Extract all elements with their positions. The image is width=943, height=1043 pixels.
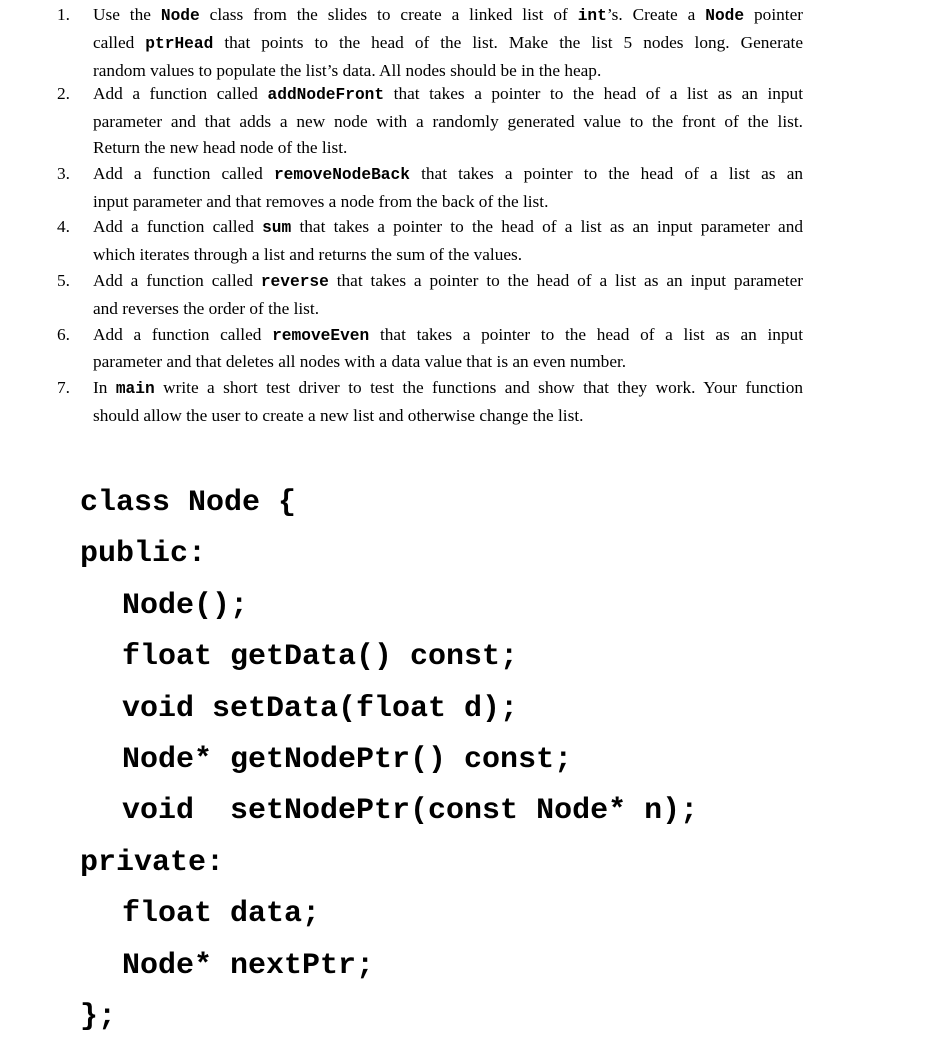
instruction-text: parameter and that adds a new node with a randomly generated value to the front of the list. [93,112,803,132]
instruction-text: that takes a pointer to the head of a list as an input parameter [328,270,804,290]
instruction-line [93,2,803,30]
instruction-number: 6. [57,324,70,344]
instruction-line [93,109,803,135]
instruction-item-5 [0,268,803,322]
instruction-text: input parameter and that removes a node from the back of the list. [93,191,549,211]
instruction-number: 5. [57,270,70,290]
code-keyword: int [577,7,607,25]
instruction-line [93,81,803,109]
instruction-number: 4. [57,217,70,237]
instruction-line [93,268,803,296]
code-keyword: removeEven [272,326,370,345]
instruction-text: that takes a pointer to the head of a list as an input [369,324,804,344]
code-line-public: public: [80,537,207,572]
instruction-text: that takes a pointer to the head of a list as an input [384,84,803,104]
code-keyword: removeNodeBack [273,165,410,184]
instruction-item-2 [0,81,803,160]
instruction-text: Add a function called [93,163,274,183]
code-line-class-close: }; [80,1000,117,1035]
instruction-text: Add a function called [93,84,268,104]
instruction-text: write a short test driver to test the functions and show that they work. Your function [154,378,804,398]
instruction-line [93,296,803,322]
instruction-number: 2. [57,84,70,104]
instruction-text: Use the [93,5,161,24]
code-keyword: Node [160,7,200,25]
code-line-getdata: float getData() const; [122,640,519,675]
instruction-text: should allow the user to create a new list and otherwise change the list. [93,405,584,425]
instruction-text: ’s. Create a [606,5,706,24]
code-line-constructor: Node(); [122,588,249,623]
code-keyword: ptrHead [145,34,214,53]
instruction-text: and reverses the order of the list. [93,298,320,318]
code-keyword: sum [262,219,292,238]
code-keyword: addNodeFront [267,86,385,105]
code-keyword: main [115,380,155,399]
instruction-text: that takes a pointer to the head of a list as an input parameter and [291,217,803,237]
instruction-text: class from the slides to create a linked list of [199,5,578,24]
code-line-setnodeptr: void setNodePtr(const Node* n); [122,794,699,829]
instruction-text: which iterates through a list and returns the sum of the values. [93,245,523,265]
code-line-private: private: [80,845,225,880]
instruction-number: 1. [57,5,70,24]
code-line-setdata: void setData(float d); [122,691,519,726]
instruction-line [93,375,803,403]
instruction-text: Add a function called [93,217,263,237]
instruction-line [93,349,803,375]
instruction-line [93,403,803,429]
instruction-text: Return the new head node of the list. [93,137,348,157]
instruction-number: 7. [57,378,70,398]
instruction-item-4 [0,214,803,268]
code-keyword: Node [705,7,745,25]
instruction-text: pointer [744,5,803,24]
code-listing [80,478,698,1043]
instruction-line [93,30,803,58]
code-line-class-decl: class Node { [80,486,297,520]
instruction-text: parameter and that deletes all nodes with a data value that is an even number. [93,352,627,372]
instruction-line [93,242,803,268]
instruction-number: 3. [57,163,70,183]
instruction-text: called [93,32,146,52]
instruction-line [93,189,803,215]
instruction-text: that points to the head of the list. Make the list 5 nodes long. Generate [213,32,803,52]
code-line-nextptr-member: Node* nextPtr; [122,948,375,983]
instruction-item-1 [0,2,803,83]
instruction-line [93,214,803,242]
instruction-list [0,0,943,429]
code-line-getnodeptr: Node* getNodePtr() const; [122,743,573,778]
instruction-text: In [93,378,116,398]
instruction-line [93,135,803,161]
instruction-text: that takes a pointer to the head of a list as an [409,163,804,183]
code-line-data-member: float data; [122,897,321,932]
instruction-item-7 [0,375,803,429]
instruction-item-3 [0,161,803,215]
instruction-text: Add a function called [93,270,261,290]
code-keyword: reverse [260,272,329,291]
instruction-line [93,322,803,350]
instruction-text: random values to populate the list’s data. All nodes should be in the heap. [93,60,602,80]
instruction-item-6 [0,322,803,376]
instruction-line [93,161,803,189]
instruction-line [93,58,803,84]
instruction-text: Add a function called [93,324,273,344]
